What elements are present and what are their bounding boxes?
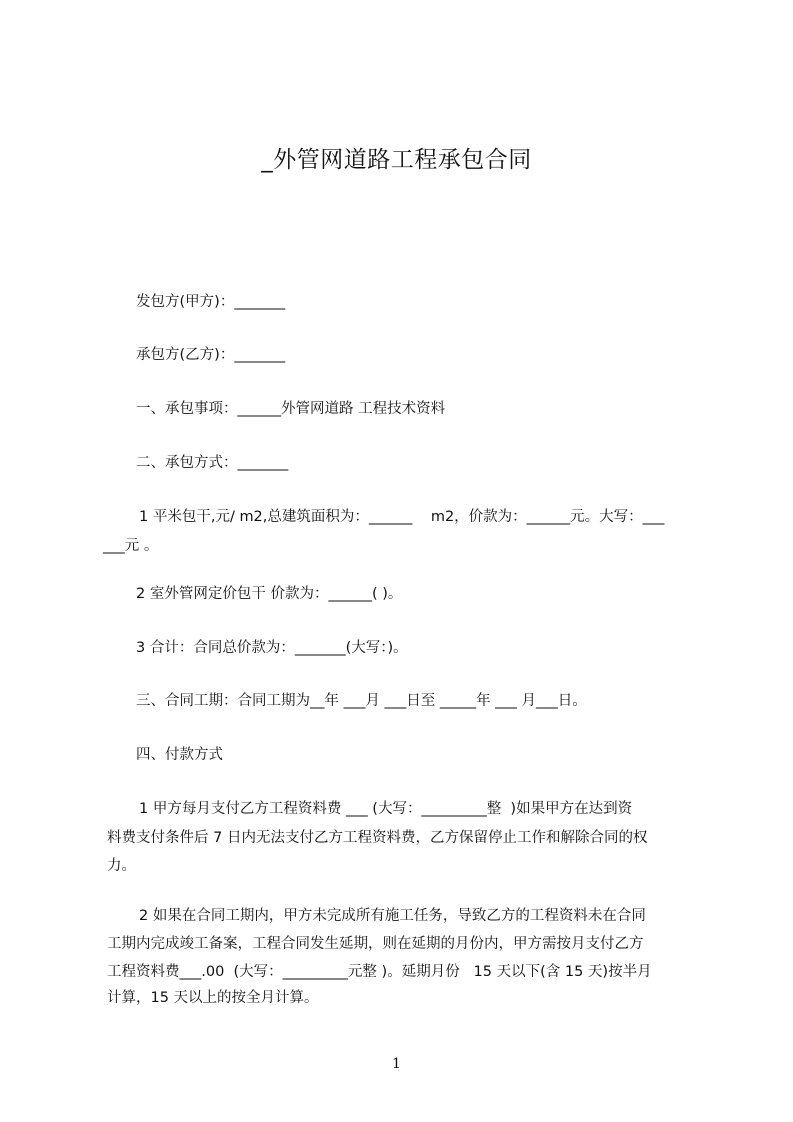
method-3-line: 3 合计：合同总价款为：_______(大写：)。 <box>136 640 408 656</box>
payment-2-line-1: 2 如果在合同工期内，甲方未完成所有施工任务，导致乙方的工程资料未在合同 <box>139 908 646 924</box>
section-4-payment-method: 四、付款方式 <box>136 747 223 763</box>
section-2-contract-method: 二、承包方式：_______ <box>136 455 289 471</box>
section-3-contract-period: 三、合同工期：合同工期为__年 ___月 ___日至 _____年 ___ 月___日。 <box>136 693 587 709</box>
page-number: 1 <box>392 1056 401 1072</box>
section-1-contract-items: 一、承包事项：______外管网道路 工程技术资料 <box>136 401 446 417</box>
payment-2-line-3: 工程资料费___.00 (大写：_________元整 )。延期月份 15 天以下(含 15 天)按半月 <box>107 964 652 980</box>
document-title: _外管网道路工程承包合同 <box>261 147 532 173</box>
payment-1-line-3: 力。 <box>107 858 136 874</box>
payment-2-line-4: 计算，15 天以上的按全月计算。 <box>107 990 319 1006</box>
method-2-line: 2 室外管网定价包干 价款为：______( )。 <box>136 586 403 602</box>
method-1-line-1: 1 平米包干,元/ m2,总建筑面积为：______ m2，价款为：______元。大写：___ <box>139 509 665 525</box>
payment-2-line-2: 工期内完成竣工备案，工程合同发生延期，则在延期的月份内，甲方需按月支付乙方 <box>107 936 644 952</box>
method-1-line-2: ___元 。 <box>103 538 159 554</box>
payment-1-line-1: 1 甲方每月支付乙方工程资料费 ___ (大写：_________整 )如果甲方在达到资 <box>139 801 633 817</box>
party-a-line: 发包方(甲方)：_______ <box>136 294 286 310</box>
payment-1-line-2: 料费支付条件后 7 日内无法支付乙方工程资料费，乙方保留停止工作和解除合同的权 <box>107 830 648 846</box>
party-b-line: 承包方(乙方)：_______ <box>136 347 286 363</box>
